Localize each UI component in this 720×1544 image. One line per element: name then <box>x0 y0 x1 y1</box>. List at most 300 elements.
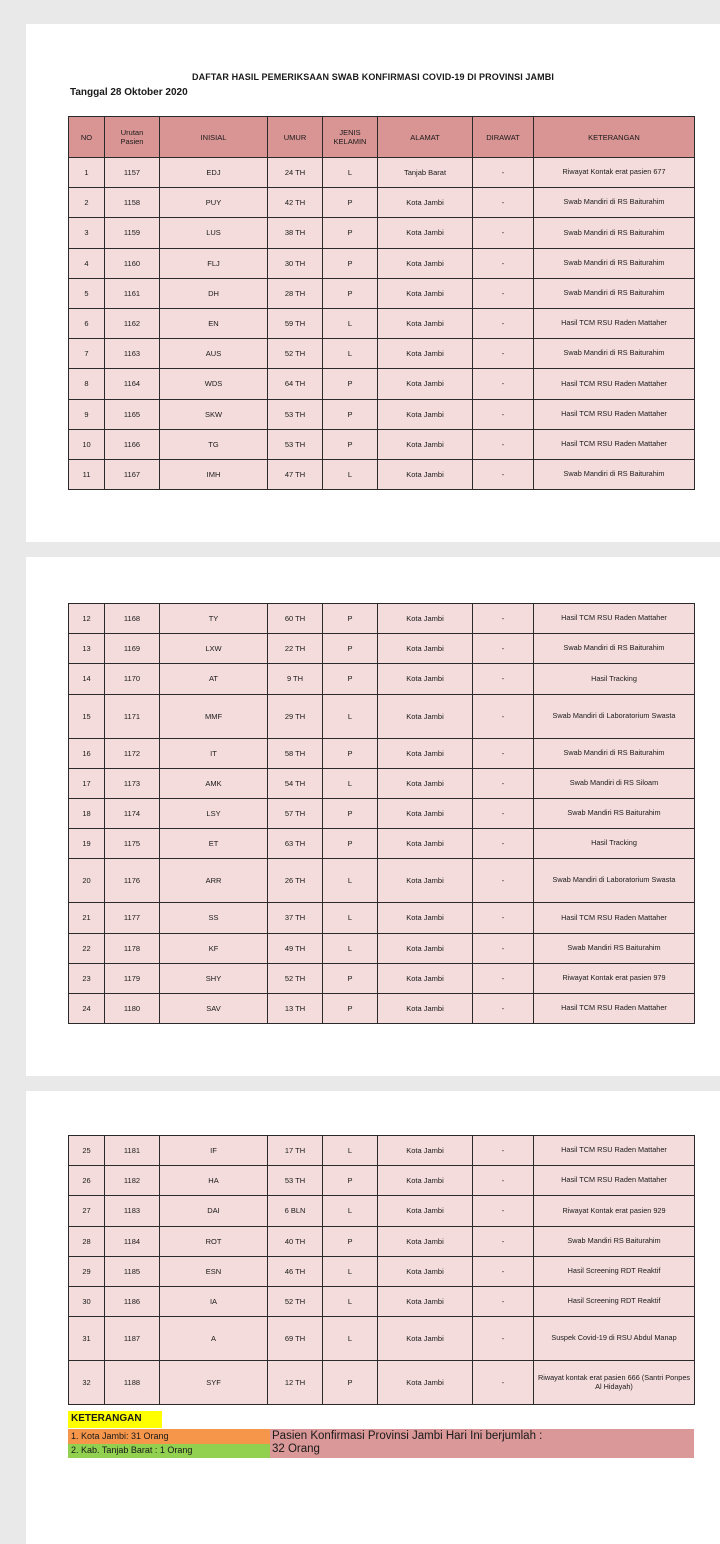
cell-dirawat: - <box>473 1136 534 1166</box>
cell-alamat: Kota Jambi <box>378 634 473 664</box>
table-row <box>69 903 695 933</box>
table-row <box>69 459 695 489</box>
cell-no: 6 <box>69 308 105 338</box>
cell-inisial: EDJ <box>160 158 268 188</box>
cell-jenis-kelamin: L <box>323 339 378 369</box>
cell-keterangan: Hasil TCM RSU Raden Mattaher <box>534 1136 695 1166</box>
cell-no: 14 <box>69 664 105 694</box>
cell-dirawat: - <box>473 933 534 963</box>
cell-alamat: Kota Jambi <box>378 664 473 694</box>
cell-keterangan: Swab Mandiri di RS Siloam <box>534 768 695 798</box>
cell-urutan: 1170 <box>105 664 160 694</box>
cell-umur: 6 BLN <box>268 1196 323 1226</box>
cell-keterangan: Swab Mandiri di RS Baiturahim <box>534 738 695 768</box>
cell-no: 18 <box>69 798 105 828</box>
cell-no: 30 <box>69 1286 105 1316</box>
cell-alamat: Kota Jambi <box>378 429 473 459</box>
cell-inisial: AT <box>160 664 268 694</box>
table-row <box>69 158 695 188</box>
table-row <box>69 664 695 694</box>
table-body-part-1 <box>69 158 695 490</box>
cell-jenis-kelamin: L <box>323 1286 378 1316</box>
cell-keterangan: Swab Mandiri di RS Baiturahim <box>534 188 695 218</box>
cell-no: 10 <box>69 429 105 459</box>
cell-alamat: Kota Jambi <box>378 1256 473 1286</box>
document-title: DAFTAR HASIL PEMERIKSAAN SWAB KONFIRMASI COVID-19 DI PROVINSI JAMBI <box>192 72 554 82</box>
cell-inisial: LSY <box>160 798 268 828</box>
cell-no: 7 <box>69 339 105 369</box>
cell-keterangan: Hasil Screening RDT Reaktif <box>534 1256 695 1286</box>
cell-alamat: Kota Jambi <box>378 278 473 308</box>
cell-inisial: SKW <box>160 399 268 429</box>
cell-jenis-kelamin: P <box>323 738 378 768</box>
header-umur: UMUR <box>268 117 323 158</box>
table-row <box>69 829 695 859</box>
cell-no: 2 <box>69 188 105 218</box>
cell-umur: 17 TH <box>268 1136 323 1166</box>
cell-no: 15 <box>69 694 105 738</box>
cell-no: 27 <box>69 1196 105 1226</box>
cell-dirawat: - <box>473 1226 534 1256</box>
cell-dirawat: - <box>473 1196 534 1226</box>
cell-jenis-kelamin: P <box>323 829 378 859</box>
table-row <box>69 399 695 429</box>
cell-urutan: 1181 <box>105 1136 160 1166</box>
table-row <box>69 339 695 369</box>
cell-keterangan: Hasil TCM RSU Raden Mattaher <box>534 308 695 338</box>
table-row <box>69 308 695 338</box>
cell-urutan: 1175 <box>105 829 160 859</box>
cell-keterangan: Swab Mandiri RS Baiturahim <box>534 1226 695 1256</box>
cell-jenis-kelamin: L <box>323 903 378 933</box>
cell-alamat: Kota Jambi <box>378 768 473 798</box>
cell-keterangan: Hasil TCM RSU Raden Mattaher <box>534 399 695 429</box>
cell-keterangan: Hasil TCM RSU Raden Mattaher <box>534 429 695 459</box>
patient-table-part-1 <box>68 116 695 490</box>
cell-keterangan: Hasil TCM RSU Raden Mattaher <box>534 1166 695 1196</box>
cell-urutan: 1177 <box>105 903 160 933</box>
cell-jenis-kelamin: P <box>323 1361 378 1405</box>
cell-urutan: 1172 <box>105 738 160 768</box>
cell-no: 22 <box>69 933 105 963</box>
cell-dirawat: - <box>473 1286 534 1316</box>
cell-urutan: 1174 <box>105 798 160 828</box>
cell-urutan: 1180 <box>105 993 160 1023</box>
cell-no: 8 <box>69 369 105 399</box>
patient-table-part-3 <box>68 1135 695 1405</box>
cell-umur: 30 TH <box>268 248 323 278</box>
cell-no: 12 <box>69 604 105 634</box>
header-no: NO <box>69 117 105 158</box>
cell-umur: 63 TH <box>268 829 323 859</box>
cell-inisial: SHY <box>160 963 268 993</box>
table-row <box>69 429 695 459</box>
cell-umur: 46 TH <box>268 1256 323 1286</box>
cell-no: 17 <box>69 768 105 798</box>
cell-urutan: 1159 <box>105 218 160 248</box>
cell-inisial: SAV <box>160 993 268 1023</box>
header-urutan-pasien <box>105 117 160 158</box>
cell-inisial: IF <box>160 1136 268 1166</box>
cell-alamat: Kota Jambi <box>378 399 473 429</box>
cell-alamat: Kota Jambi <box>378 859 473 903</box>
cell-umur: 49 TH <box>268 933 323 963</box>
cell-dirawat: - <box>473 188 534 218</box>
cell-umur: 58 TH <box>268 738 323 768</box>
table-row <box>69 963 695 993</box>
cell-urutan: 1186 <box>105 1286 160 1316</box>
cell-keterangan: Hasil Screening RDT Reaktif <box>534 1286 695 1316</box>
cell-no: 21 <box>69 903 105 933</box>
table-row <box>69 248 695 278</box>
cell-umur: 24 TH <box>268 158 323 188</box>
cell-urutan: 1178 <box>105 933 160 963</box>
header-jenis-line1: JENIS <box>339 128 361 137</box>
cell-urutan: 1182 <box>105 1166 160 1196</box>
header-inisial: INISIAL <box>160 117 268 158</box>
cell-keterangan: Swab Mandiri di RS Baiturahim <box>534 218 695 248</box>
cell-jenis-kelamin: P <box>323 188 378 218</box>
cell-alamat: Kota Jambi <box>378 829 473 859</box>
cell-no: 25 <box>69 1136 105 1166</box>
table-row <box>69 278 695 308</box>
cell-jenis-kelamin: P <box>323 798 378 828</box>
cell-umur: 12 TH <box>268 1361 323 1405</box>
cell-urutan: 1169 <box>105 634 160 664</box>
note-kota-jambi: 1. Kota Jambi: 31 Orang <box>68 1429 270 1444</box>
cell-inisial: LUS <box>160 218 268 248</box>
cell-alamat: Kota Jambi <box>378 1136 473 1166</box>
total-summary <box>270 1429 694 1458</box>
document-page-3 <box>26 1091 720 1544</box>
cell-umur: 28 TH <box>268 278 323 308</box>
cell-no: 24 <box>69 993 105 1023</box>
cell-alamat: Kota Jambi <box>378 1286 473 1316</box>
table-row <box>69 369 695 399</box>
cell-alamat: Kota Jambi <box>378 248 473 278</box>
document-page-1 <box>26 24 720 542</box>
cell-jenis-kelamin: P <box>323 1226 378 1256</box>
total-summary-line1: Pasien Konfirmasi Provinsi Jambi Hari Ini berjumlah : <box>272 1430 543 1442</box>
cell-inisial: FLJ <box>160 248 268 278</box>
cell-umur: 59 TH <box>268 308 323 338</box>
cell-dirawat: - <box>473 278 534 308</box>
table-row <box>69 768 695 798</box>
cell-urutan: 1165 <box>105 399 160 429</box>
patient-table-part-2 <box>68 603 695 1024</box>
cell-keterangan: Swab Mandiri di RS Baiturahim <box>534 278 695 308</box>
cell-dirawat: - <box>473 829 534 859</box>
table-row <box>69 1136 695 1166</box>
table-row <box>69 1286 695 1316</box>
cell-umur: 22 TH <box>268 634 323 664</box>
table-row <box>69 1317 695 1361</box>
cell-inisial: DAI <box>160 1196 268 1226</box>
cell-inisial: IA <box>160 1286 268 1316</box>
cell-jenis-kelamin: P <box>323 993 378 1023</box>
table-row <box>69 218 695 248</box>
cell-urutan: 1157 <box>105 158 160 188</box>
cell-dirawat: - <box>473 1166 534 1196</box>
cell-alamat: Kota Jambi <box>378 369 473 399</box>
cell-dirawat: - <box>473 634 534 664</box>
cell-dirawat: - <box>473 859 534 903</box>
cell-keterangan: Swab Mandiri RS Baiturahim <box>534 933 695 963</box>
cell-inisial: ARR <box>160 859 268 903</box>
cell-inisial: EN <box>160 308 268 338</box>
cell-urutan: 1188 <box>105 1361 160 1405</box>
cell-jenis-kelamin: L <box>323 1317 378 1361</box>
cell-umur: 37 TH <box>268 903 323 933</box>
cell-inisial: HA <box>160 1166 268 1196</box>
cell-alamat: Kota Jambi <box>378 1166 473 1196</box>
cell-urutan: 1187 <box>105 1317 160 1361</box>
cell-inisial: ET <box>160 829 268 859</box>
cell-jenis-kelamin: L <box>323 1136 378 1166</box>
cell-urutan: 1162 <box>105 308 160 338</box>
cell-urutan: 1184 <box>105 1226 160 1256</box>
table-row <box>69 694 695 738</box>
cell-alamat: Kota Jambi <box>378 604 473 634</box>
cell-dirawat: - <box>473 1361 534 1405</box>
cell-umur: 38 TH <box>268 218 323 248</box>
cell-jenis-kelamin: L <box>323 933 378 963</box>
cell-keterangan: Swab Mandiri di RS Baiturahim <box>534 634 695 664</box>
cell-urutan: 1176 <box>105 859 160 903</box>
cell-dirawat: - <box>473 963 534 993</box>
cell-jenis-kelamin: P <box>323 278 378 308</box>
cell-inisial: ROT <box>160 1226 268 1256</box>
cell-no: 28 <box>69 1226 105 1256</box>
cell-keterangan: Hasil TCM RSU Raden Mattaher <box>534 369 695 399</box>
cell-urutan: 1171 <box>105 694 160 738</box>
cell-inisial: SYF <box>160 1361 268 1405</box>
cell-inisial: TY <box>160 604 268 634</box>
cell-keterangan: Riwayat kontak erat pasien 666 (Santri Ponpes Al Hidayah) <box>534 1361 695 1405</box>
cell-keterangan: Swab Mandiri RS Baiturahim <box>534 798 695 828</box>
cell-inisial: IMH <box>160 459 268 489</box>
header-keterangan: KETERANGAN <box>534 117 695 158</box>
cell-alamat: Kota Jambi <box>378 1361 473 1405</box>
cell-inisial: ESN <box>160 1256 268 1286</box>
cell-inisial: PUY <box>160 188 268 218</box>
cell-umur: 52 TH <box>268 963 323 993</box>
cell-inisial: KF <box>160 933 268 963</box>
cell-alamat: Kota Jambi <box>378 963 473 993</box>
cell-inisial: A <box>160 1317 268 1361</box>
cell-inisial: AMK <box>160 768 268 798</box>
cell-no: 1 <box>69 158 105 188</box>
note-tanjab-barat: 2. Kab. Tanjab Barat : 1 Orang <box>68 1444 270 1458</box>
cell-dirawat: - <box>473 798 534 828</box>
table-row <box>69 1361 695 1405</box>
keterangan-section <box>68 1411 694 1463</box>
cell-dirawat: - <box>473 1256 534 1286</box>
cell-jenis-kelamin: L <box>323 694 378 738</box>
cell-urutan: 1163 <box>105 339 160 369</box>
header-alamat: ALAMAT <box>378 117 473 158</box>
cell-jenis-kelamin: L <box>323 308 378 338</box>
cell-alamat: Kota Jambi <box>378 694 473 738</box>
cell-dirawat: - <box>473 768 534 798</box>
cell-urutan: 1160 <box>105 248 160 278</box>
cell-alamat: Kota Jambi <box>378 1226 473 1256</box>
cell-dirawat: - <box>473 248 534 278</box>
cell-umur: 13 TH <box>268 993 323 1023</box>
document-date: Tanggal 28 Oktober 2020 <box>70 87 188 98</box>
cell-no: 13 <box>69 634 105 664</box>
cell-alamat: Kota Jambi <box>378 459 473 489</box>
cell-no: 20 <box>69 859 105 903</box>
header-urutan-line1: Urutan <box>120 128 144 137</box>
cell-keterangan: Swab Mandiri di RS Baiturahim <box>534 339 695 369</box>
cell-keterangan: Riwayat Kontak erat pasien 929 <box>534 1196 695 1226</box>
header-jenis-line2: KELAMIN <box>333 137 367 146</box>
cell-jenis-kelamin: P <box>323 248 378 278</box>
cell-urutan: 1168 <box>105 604 160 634</box>
cell-umur: 69 TH <box>268 1317 323 1361</box>
cell-umur: 52 TH <box>268 339 323 369</box>
cell-keterangan: Hasil TCM RSU Raden Mattaher <box>534 903 695 933</box>
cell-jenis-kelamin: P <box>323 369 378 399</box>
table-row <box>69 1196 695 1226</box>
cell-inisial: WDS <box>160 369 268 399</box>
table-row <box>69 604 695 634</box>
cell-alamat: Kota Jambi <box>378 218 473 248</box>
cell-umur: 57 TH <box>268 798 323 828</box>
cell-jenis-kelamin: P <box>323 429 378 459</box>
cell-jenis-kelamin: P <box>323 664 378 694</box>
cell-inisial: TG <box>160 429 268 459</box>
cell-umur: 52 TH <box>268 1286 323 1316</box>
cell-dirawat: - <box>473 459 534 489</box>
cell-no: 29 <box>69 1256 105 1286</box>
table-row <box>69 634 695 664</box>
cell-keterangan: Hasil TCM RSU Raden Mattaher <box>534 604 695 634</box>
cell-alamat: Kota Jambi <box>378 1317 473 1361</box>
cell-umur: 47 TH <box>268 459 323 489</box>
cell-inisial: MMF <box>160 694 268 738</box>
cell-jenis-kelamin: L <box>323 768 378 798</box>
cell-keterangan: Suspek Covid-19 di RSU Abdul Manap <box>534 1317 695 1361</box>
cell-no: 4 <box>69 248 105 278</box>
cell-dirawat: - <box>473 993 534 1023</box>
cell-umur: 9 TH <box>268 664 323 694</box>
cell-inisial: IT <box>160 738 268 768</box>
cell-inisial: AUS <box>160 339 268 369</box>
cell-urutan: 1179 <box>105 963 160 993</box>
keterangan-title: KETERANGAN <box>68 1411 162 1428</box>
cell-no: 16 <box>69 738 105 768</box>
cell-urutan: 1158 <box>105 188 160 218</box>
cell-no: 5 <box>69 278 105 308</box>
cell-inisial: DH <box>160 278 268 308</box>
cell-urutan: 1161 <box>105 278 160 308</box>
table-row <box>69 738 695 768</box>
cell-umur: 40 TH <box>268 1226 323 1256</box>
cell-no: 23 <box>69 963 105 993</box>
cell-dirawat: - <box>473 339 534 369</box>
cell-umur: 42 TH <box>268 188 323 218</box>
cell-umur: 29 TH <box>268 694 323 738</box>
table-header-row <box>69 117 695 158</box>
cell-alamat: Kota Jambi <box>378 738 473 768</box>
cell-no: 31 <box>69 1317 105 1361</box>
cell-jenis-kelamin: L <box>323 158 378 188</box>
cell-alamat: Kota Jambi <box>378 993 473 1023</box>
cell-alamat: Kota Jambi <box>378 188 473 218</box>
cell-keterangan: Swab Mandiri di Laboratorium Swasta <box>534 694 695 738</box>
cell-dirawat: - <box>473 738 534 768</box>
cell-jenis-kelamin: P <box>323 963 378 993</box>
cell-umur: 53 TH <box>268 429 323 459</box>
cell-no: 32 <box>69 1361 105 1405</box>
table-row <box>69 993 695 1023</box>
cell-keterangan: Swab Mandiri di RS Baiturahim <box>534 459 695 489</box>
table-body-part-3 <box>69 1136 695 1405</box>
cell-umur: 64 TH <box>268 369 323 399</box>
cell-jenis-kelamin: P <box>323 634 378 664</box>
cell-no: 19 <box>69 829 105 859</box>
cell-jenis-kelamin: P <box>323 399 378 429</box>
cell-urutan: 1167 <box>105 459 160 489</box>
cell-keterangan: Riwayat Kontak erat pasien 979 <box>534 963 695 993</box>
table-row <box>69 188 695 218</box>
cell-dirawat: - <box>473 399 534 429</box>
cell-inisial: LXW <box>160 634 268 664</box>
cell-dirawat: - <box>473 369 534 399</box>
cell-keterangan: Hasil Tracking <box>534 664 695 694</box>
cell-jenis-kelamin: L <box>323 859 378 903</box>
cell-alamat: Kota Jambi <box>378 933 473 963</box>
cell-no: 11 <box>69 459 105 489</box>
cell-no: 26 <box>69 1166 105 1196</box>
cell-no: 9 <box>69 399 105 429</box>
cell-umur: 60 TH <box>268 604 323 634</box>
header-dirawat: DIRAWAT <box>473 117 534 158</box>
table-row <box>69 1226 695 1256</box>
cell-no: 3 <box>69 218 105 248</box>
document-page-2 <box>26 557 720 1076</box>
cell-inisial: SS <box>160 903 268 933</box>
cell-jenis-kelamin: P <box>323 604 378 634</box>
cell-urutan: 1183 <box>105 1196 160 1226</box>
cell-alamat: Tanjab Barat <box>378 158 473 188</box>
cell-keterangan: Riwayat Kontak erat pasien 677 <box>534 158 695 188</box>
cell-dirawat: - <box>473 903 534 933</box>
cell-jenis-kelamin: P <box>323 1166 378 1196</box>
cell-dirawat: - <box>473 218 534 248</box>
table-row <box>69 933 695 963</box>
cell-umur: 53 TH <box>268 399 323 429</box>
cell-jenis-kelamin: P <box>323 218 378 248</box>
cell-keterangan: Hasil Tracking <box>534 829 695 859</box>
cell-urutan: 1166 <box>105 429 160 459</box>
cell-umur: 53 TH <box>268 1166 323 1196</box>
cell-keterangan: Swab Mandiri di RS Baiturahim <box>534 248 695 278</box>
cell-alamat: Kota Jambi <box>378 308 473 338</box>
cell-jenis-kelamin: L <box>323 1256 378 1286</box>
cell-urutan: 1185 <box>105 1256 160 1286</box>
cell-keterangan: Swab Mandiri di Laboratorium Swasta <box>534 859 695 903</box>
table-body-part-2 <box>69 604 695 1024</box>
table-row <box>69 798 695 828</box>
cell-urutan: 1164 <box>105 369 160 399</box>
cell-umur: 26 TH <box>268 859 323 903</box>
cell-dirawat: - <box>473 308 534 338</box>
cell-alamat: Kota Jambi <box>378 903 473 933</box>
cell-urutan: 1173 <box>105 768 160 798</box>
